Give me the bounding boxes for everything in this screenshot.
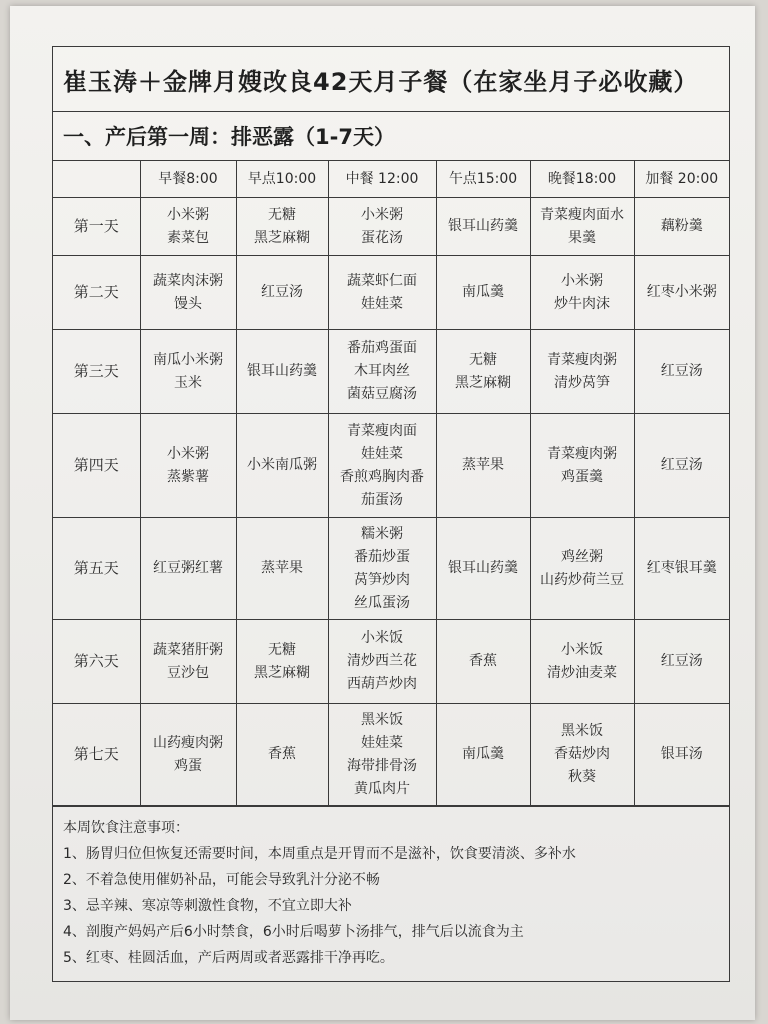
column-header: 加餐 20:00: [634, 161, 729, 198]
meal-cell: 小米饭 清炒油麦菜: [530, 620, 634, 704]
notes-section: [53, 806, 729, 981]
meal-cell: 红豆粥红薯: [140, 518, 236, 620]
paper-sheet: [10, 6, 755, 1020]
meal-cell: 蔬菜虾仁面 娃娃菜: [328, 256, 436, 330]
table-row: [53, 518, 729, 620]
meal-cell: 银耳山药羹: [436, 518, 530, 620]
table-row: [53, 704, 729, 806]
column-header: 早点10:00: [236, 161, 328, 198]
notes-title: 本周饮食注意事项：: [63, 820, 189, 836]
meal-cell: 小米粥 蛋花汤: [328, 198, 436, 256]
meal-table: [53, 161, 729, 806]
table-row: [53, 414, 729, 518]
meal-cell: 无糖 黑芝麻糊: [236, 620, 328, 704]
column-header: 午点15:00: [436, 161, 530, 198]
table-row: [53, 256, 729, 330]
day-label: 第七天: [53, 704, 140, 806]
meal-cell: 银耳山药羹: [236, 330, 328, 414]
meal-cell: 青菜瘦肉粥 清炒莴笋: [530, 330, 634, 414]
meal-cell: 黑米饭 娃娃菜 海带排骨汤 黄瓜肉片: [328, 704, 436, 806]
meal-cell: 香蕉: [436, 620, 530, 704]
note-item: 5、红枣、桂圆活血，产后两周或者恶露排干净再吃。: [63, 950, 394, 966]
day-label: 第一天: [53, 198, 140, 256]
corner-cell: [53, 161, 140, 198]
meal-cell: 藕粉羹: [634, 198, 729, 256]
table-row: [53, 620, 729, 704]
meal-cell: 小米饭 清炒西兰花 西葫芦炒肉: [328, 620, 436, 704]
meal-cell: 红枣小米粥: [634, 256, 729, 330]
table-row: [53, 198, 729, 256]
meal-cell: 小米粥 炒牛肉沫: [530, 256, 634, 330]
meal-cell: 无糖 黑芝麻糊: [436, 330, 530, 414]
meal-cell: 南瓜羹: [436, 256, 530, 330]
meal-cell: 青菜瘦肉面水 果羹: [530, 198, 634, 256]
note-item: 3、忌辛辣、寒凉等刺激性食物，不宜立即大补: [63, 898, 352, 914]
meal-cell: 红枣银耳羹: [634, 518, 729, 620]
meal-cell: 番茄鸡蛋面 木耳肉丝 菌菇豆腐汤: [328, 330, 436, 414]
meal-cell: 红豆汤: [236, 256, 328, 330]
meal-plan-sheet: [52, 46, 730, 982]
meal-cell: 山药瘦肉粥 鸡蛋: [140, 704, 236, 806]
note-item: 1、肠胃归位但恢复还需要时间，本周重点是开胃而不是滋补，饮食要清淡、多补水: [63, 846, 576, 862]
meal-cell: 南瓜小米粥 玉米: [140, 330, 236, 414]
meal-cell: 小米粥 蒸紫薯: [140, 414, 236, 518]
day-label: 第四天: [53, 414, 140, 518]
note-item: 2、不着急使用催奶补品，可能会导致乳汁分泌不畅: [63, 872, 380, 888]
meal-cell: 蒸苹果: [236, 518, 328, 620]
meal-cell: 红豆汤: [634, 620, 729, 704]
meal-cell: 红豆汤: [634, 330, 729, 414]
meal-cell: 无糖 黑芝麻糊: [236, 198, 328, 256]
meal-cell: 银耳汤: [634, 704, 729, 806]
meal-cell: 小米粥 素菜包: [140, 198, 236, 256]
meal-cell: 糯米粥 番茄炒蛋 莴笋炒肉 丝瓜蛋汤: [328, 518, 436, 620]
meal-cell: 鸡丝粥 山药炒荷兰豆: [530, 518, 634, 620]
meal-cell: 银耳山药羹: [436, 198, 530, 256]
meal-cell: 青菜瘦肉粥 鸡蛋羹: [530, 414, 634, 518]
table-row: [53, 330, 729, 414]
meal-cell: 青菜瘦肉面 娃娃菜 香煎鸡胸肉番 茄蛋汤: [328, 414, 436, 518]
day-label: 第五天: [53, 518, 140, 620]
meal-cell: 蒸苹果: [436, 414, 530, 518]
page-title: 崔玉涛＋金牌月嫂改良42天月子餐（在家坐月子必收藏）: [53, 47, 729, 112]
meal-cell: 蔬菜猪肝粥 豆沙包: [140, 620, 236, 704]
meal-cell: 香蕉: [236, 704, 328, 806]
meal-cell: 蔬菜肉沫粥 馒头: [140, 256, 236, 330]
day-label: 第三天: [53, 330, 140, 414]
meal-cell: 南瓜羹: [436, 704, 530, 806]
table-header-row: [53, 161, 729, 198]
column-header: 中餐 12:00: [328, 161, 436, 198]
day-label: 第二天: [53, 256, 140, 330]
meal-cell: 黑米饭 香菇炒肉 秋葵: [530, 704, 634, 806]
section-title: 一、产后第一周：排恶露（1-7天）: [53, 112, 729, 161]
meal-cell: 红豆汤: [634, 414, 729, 518]
meal-cell: 小米南瓜粥: [236, 414, 328, 518]
column-header: 早餐8:00: [140, 161, 236, 198]
day-label: 第六天: [53, 620, 140, 704]
note-item: 4、剖腹产妈妈产后6小时禁食，6小时后喝萝卜汤排气，排气后以流食为主: [63, 924, 524, 940]
column-header: 晚餐18:00: [530, 161, 634, 198]
